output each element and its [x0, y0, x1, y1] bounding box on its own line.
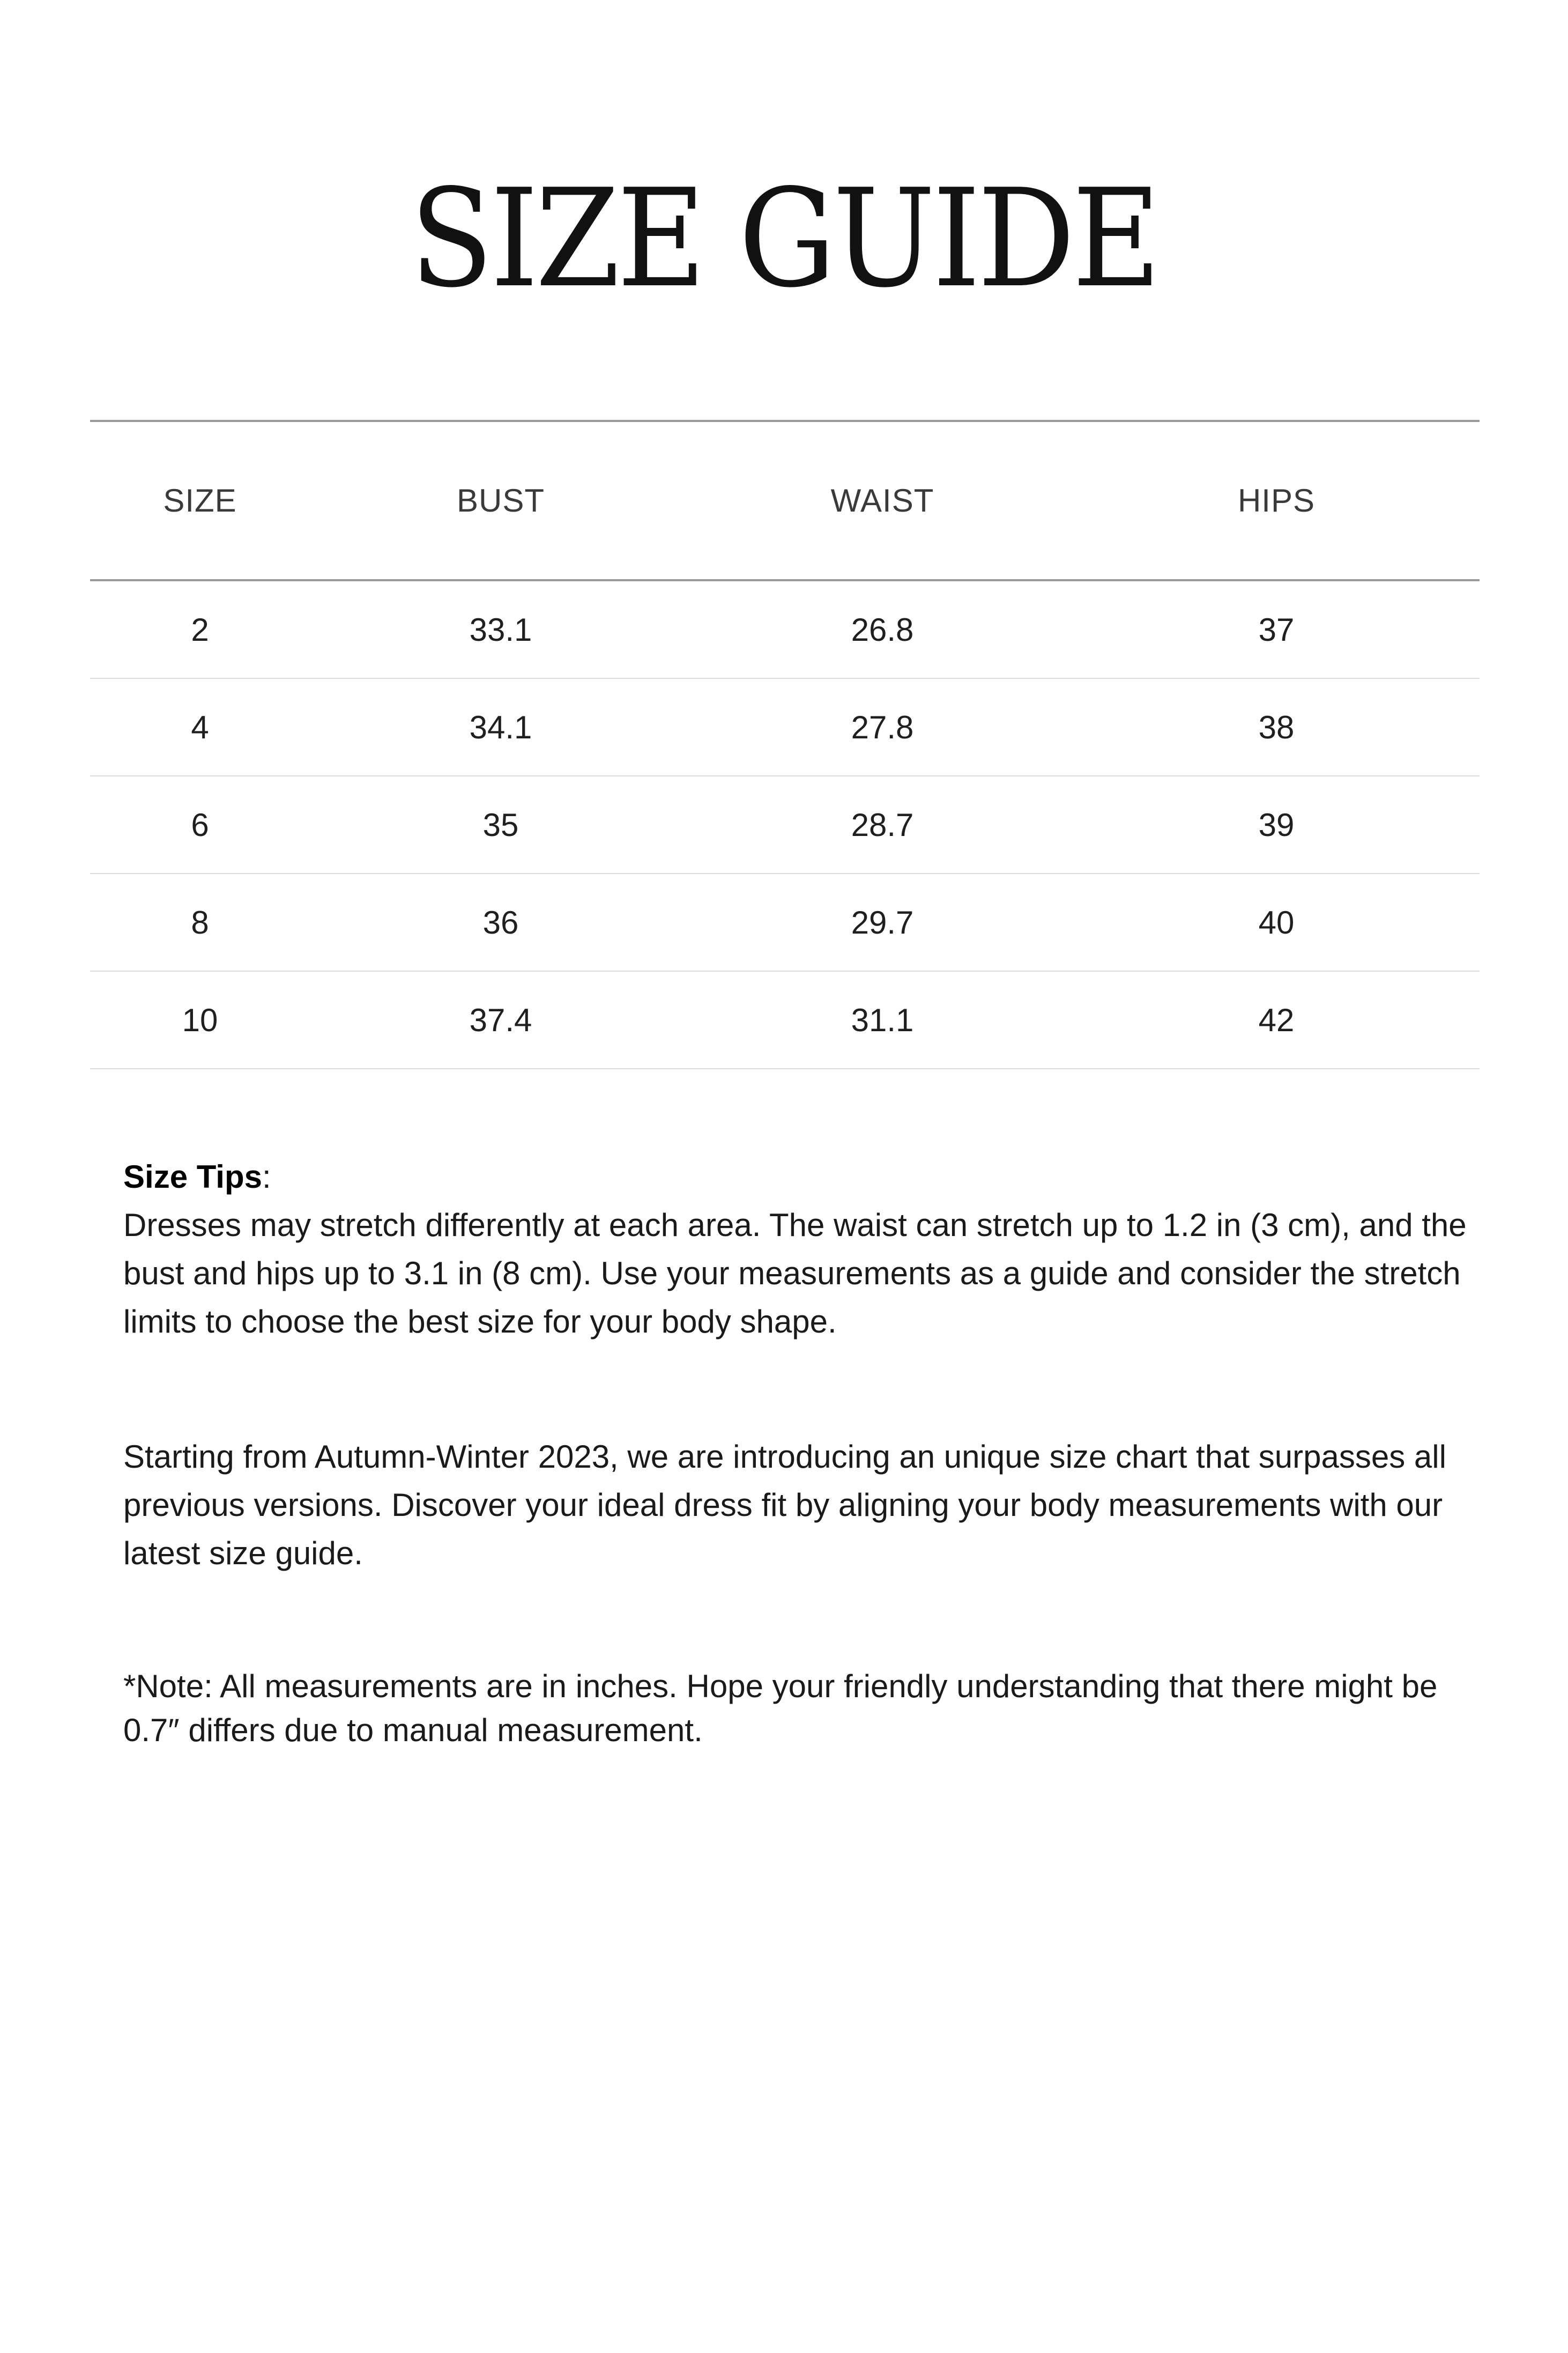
- column-header-hips: HIPS: [1073, 421, 1480, 580]
- hips-cell: 42: [1073, 971, 1480, 1069]
- table-row: [90, 580, 1480, 678]
- bust-cell: 37.4: [310, 971, 692, 1069]
- measurement-note: *Note: All measurements are in inches. Hope your friendly understanding that there might be 0.7″ differs due to manual measurement.: [123, 1668, 1438, 1748]
- header-row: [90, 421, 1480, 580]
- table-row: [90, 874, 1480, 971]
- notes-section: [123, 1153, 1474, 1752]
- hips-cell: 40: [1073, 874, 1480, 971]
- waist-cell: 28.7: [692, 776, 1073, 874]
- column-header-waist: WAIST: [692, 421, 1073, 580]
- size-tips-heading: [123, 1153, 1474, 1201]
- size-cell: 4: [90, 678, 310, 776]
- table-body: [90, 580, 1480, 1069]
- size-tips-colon: :: [262, 1159, 271, 1195]
- intro-paragraph: Starting from Autumn-Winter 2023, we are introducing an unique size chart that surpasses all previous versions. Discover your ideal dress fit by aligning your body measurements with our latest size guide.: [123, 1439, 1446, 1571]
- size-cell: 6: [90, 776, 310, 874]
- page-title: SIZE GUIDE: [410, 160, 1158, 317]
- column-header-bust: BUST: [310, 421, 692, 580]
- column-header-size: SIZE: [90, 421, 310, 580]
- waist-cell: 29.7: [692, 874, 1073, 971]
- size-cell: 8: [90, 874, 310, 971]
- bust-cell: 36: [310, 874, 692, 971]
- size-tips-label: Size Tips: [123, 1159, 262, 1195]
- hips-cell: 39: [1073, 776, 1480, 874]
- waist-cell: 26.8: [692, 580, 1073, 678]
- size-table: [90, 420, 1480, 1069]
- waist-cell: 31.1: [692, 971, 1073, 1069]
- hips-cell: 38: [1073, 678, 1480, 776]
- table-row: [90, 776, 1480, 874]
- bust-cell: 35: [310, 776, 692, 874]
- hips-cell: 37: [1073, 580, 1480, 678]
- size-cell: 2: [90, 580, 310, 678]
- waist-cell: 27.8: [692, 678, 1073, 776]
- size-cell: 10: [90, 971, 310, 1069]
- table-header: [90, 421, 1480, 580]
- table-row: [90, 678, 1480, 776]
- table-row: [90, 971, 1480, 1069]
- bust-cell: 34.1: [310, 678, 692, 776]
- size-tips-text: Dresses may stretch differently at each area. The waist can stretch up to 1.2 in (3 cm), and the bust and hips up to 3.1 in (8 cm). Use your measurements as a guide and consider the stretch limits to choose the best size for your body shape.: [123, 1207, 1467, 1340]
- bust-cell: 33.1: [310, 580, 692, 678]
